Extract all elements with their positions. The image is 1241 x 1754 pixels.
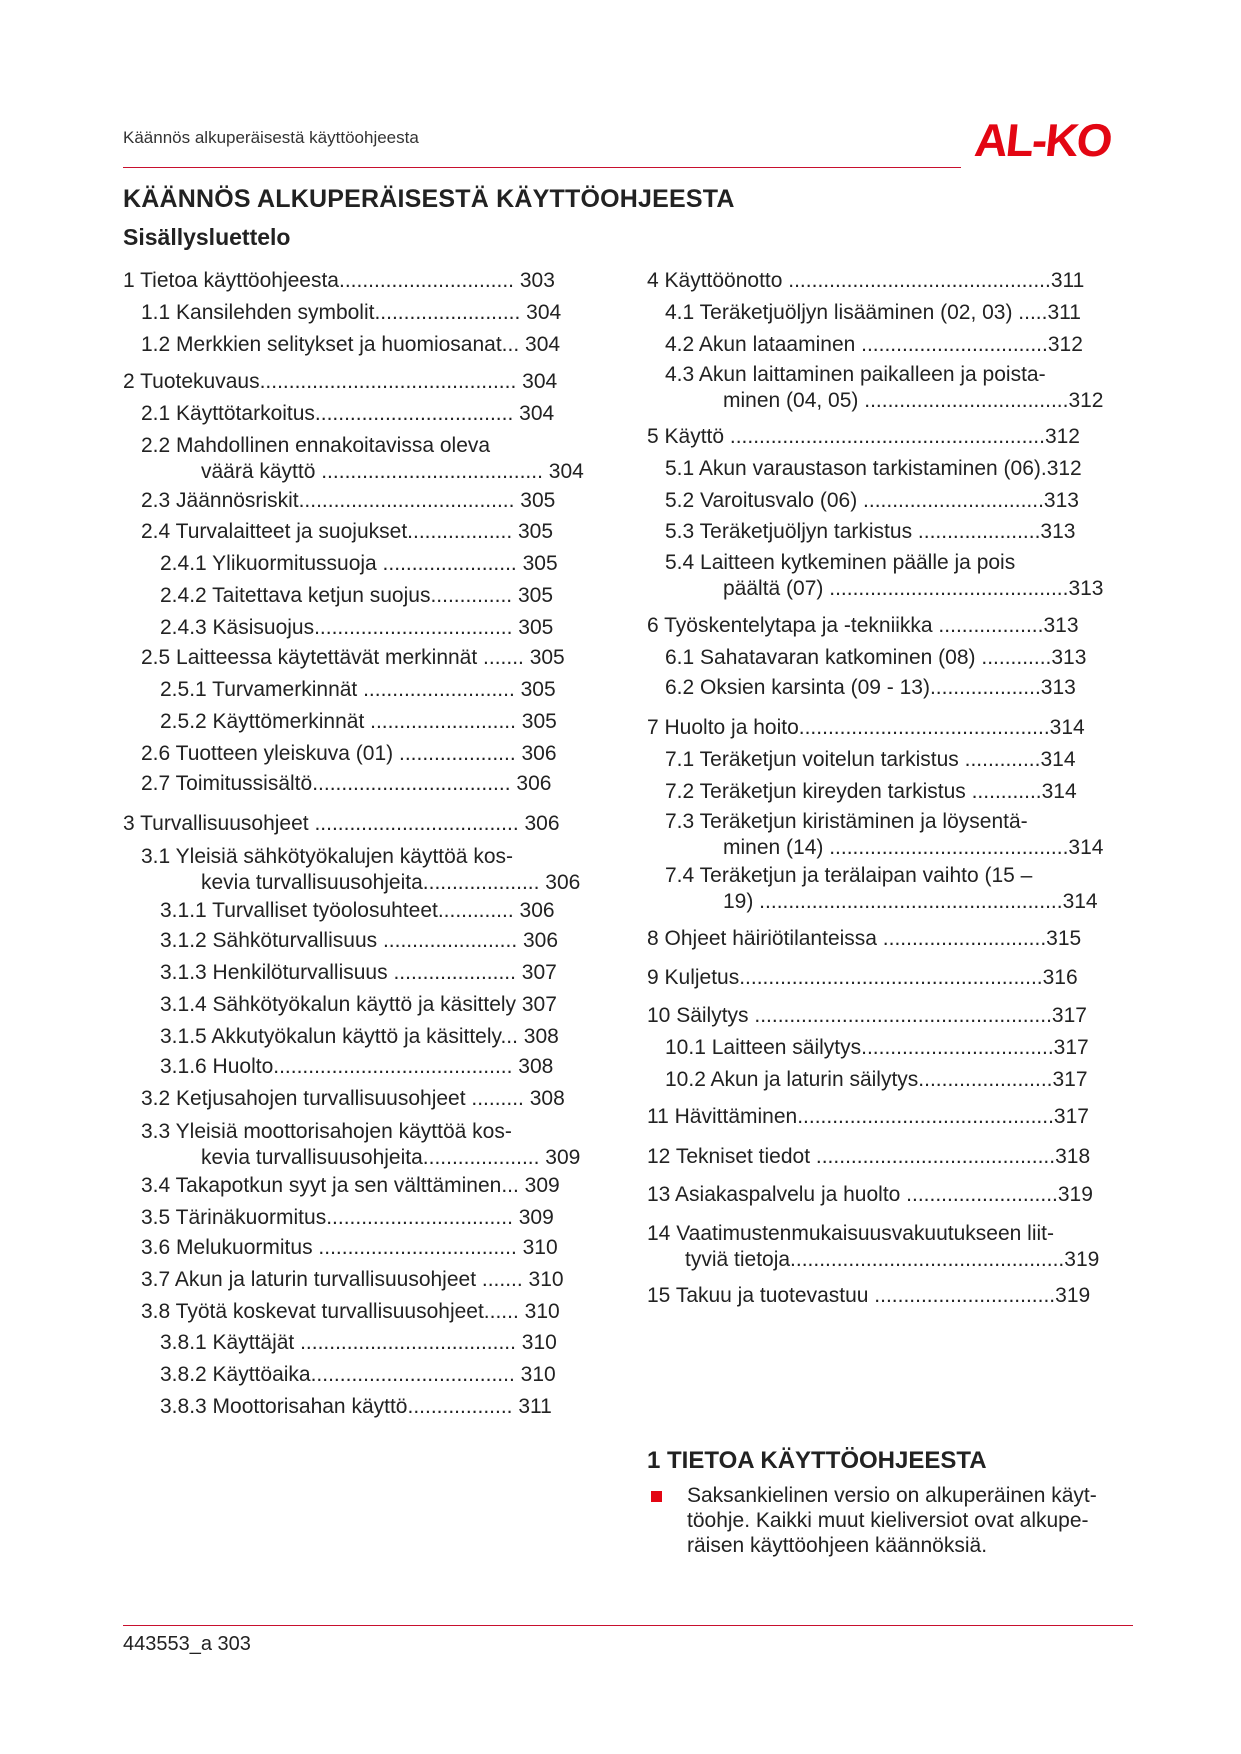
toc-entry[interactable]: 2.4.1 Ylikuormitussuoja ....................... 305 (160, 552, 558, 575)
toc-entry[interactable]: 3.1.5 Akkutyökalun käyttö ja käsittely... 308 (160, 1025, 559, 1048)
toc-entry[interactable]: 3.1.3 Henkilöturvallisuus ..................... 307 (160, 961, 557, 984)
toc-entry[interactable]: 10.1 Laitteen säilytys.................................317 (665, 1036, 1089, 1059)
toc-entry[interactable]: 3.8 Työtä koskevat turvallisuusohjeet...... 310 (141, 1300, 560, 1323)
toc-entry[interactable]: 4 Käyttöönotto .............................................311 (647, 269, 1085, 292)
toc-entry[interactable]: 13 Asiakaspalvelu ja huolto ..........................319 (647, 1183, 1093, 1206)
toc-entry[interactable]: 8 Ohjeet häiriötilanteissa ............................315 (647, 927, 1082, 950)
toc-entry[interactable]: 2.2 Mahdollinen ennakoitavissa oleva väärä käyttö ...................................... 304 (141, 434, 584, 483)
toc-entry[interactable]: 1.1 Kansilehden symbolit......................... 304 (141, 301, 562, 324)
toc-entry[interactable]: 14 Vaatimustenmukaisuusvakuutukseen liit- tyviä tietoja...............................................319 (647, 1222, 1100, 1271)
toc-entry[interactable]: 7.3 Teräketjun kiristäminen ja löysentä- minen (14) .........................................314 (665, 810, 1104, 859)
toc-entry[interactable]: 7.1 Teräketjun voitelun tarkistus .............314 (665, 748, 1076, 771)
toc-entry[interactable]: 3.7 Akun ja laturin turvallisuusohjeet ....... 310 (141, 1268, 564, 1291)
toc-entry[interactable]: 1.2 Merkkien selitykset ja huomiosanat... 304 (141, 333, 561, 356)
toc-entry[interactable]: 3.4 Takapotkun syyt ja sen välttäminen... 309 (141, 1174, 560, 1197)
header-divider (123, 167, 961, 168)
toc-entry[interactable]: 2 Tuotekuvaus............................................ 304 (123, 370, 558, 393)
toc-entry[interactable]: 4.2 Akun lataaminen ................................312 (665, 333, 1083, 356)
toc-entry[interactable]: 3.8.2 Käyttöaika................................... 310 (160, 1363, 556, 1386)
toc-entry[interactable]: 9 Kuljetus....................................................316 (647, 966, 1078, 989)
bullet-text: Saksankielinen versio on alkuperäinen käyt- töohje. Kaikki muut kieliversiot ovat alkupe- räisen käyttöohjeen käännöksiä. (687, 1484, 1097, 1557)
toc-entry[interactable]: 7.2 Teräketjun kireyden tarkistus ............314 (665, 780, 1077, 803)
toc-entry[interactable]: 1 Tietoa käyttöohjeesta.............................. 303 (123, 269, 555, 292)
toc-entry[interactable]: 3.2 Ketjusahojen turvallisuusohjeet ......... 308 (141, 1087, 565, 1110)
toc-entry[interactable]: 2.4.2 Taitettava ketjun suojus.............. 305 (160, 584, 554, 607)
toc-entry[interactable]: 3 Turvallisuusohjeet ................................... 306 (123, 812, 560, 835)
toc-entry[interactable]: 11 Hävittäminen............................................317 (647, 1105, 1089, 1128)
toc-entry[interactable]: 2.3 Jäännösriskit..................................... 305 (141, 489, 556, 512)
toc-entry[interactable]: 2.4 Turvalaitteet ja suojukset.................. 305 (141, 520, 554, 543)
toc-entry[interactable]: 3.8.1 Käyttäjät ..................................... 310 (160, 1331, 557, 1354)
bullet-square-icon (651, 1491, 662, 1502)
toc-entry[interactable]: 3.8.3 Moottorisahan käyttö.................. 311 (160, 1395, 552, 1418)
toc-heading: Sisällysluettelo (123, 224, 291, 250)
toc-entry[interactable]: 5.2 Varoitusvalo (06) ...............................313 (665, 489, 1079, 512)
toc-entry[interactable]: 5.4 Laitteen kytkeminen päälle ja pois päältä (07) .........................................313 (665, 551, 1104, 600)
toc-entry[interactable]: 6.2 Oksien karsinta (09 - 13)...................313 (665, 676, 1076, 699)
toc-entry[interactable]: 3.1.6 Huolto......................................... 308 (160, 1055, 554, 1078)
toc-entry[interactable]: 2.4.3 Käsisuojus.................................. 305 (160, 616, 554, 639)
toc-entry[interactable]: 5.1 Akun varaustason tarkistaminen (06).312 (665, 457, 1082, 480)
toc-entry[interactable]: 3.1.2 Sähköturvallisuus ....................... 306 (160, 929, 559, 952)
toc-entry[interactable]: 3.5 Tärinäkuormitus................................ 309 (141, 1206, 554, 1229)
alko-logo: AL-KO (972, 114, 1114, 166)
toc-entry[interactable]: 2.1 Käyttötarkoitus.................................. 304 (141, 402, 555, 425)
toc-entry[interactable]: 3.1 Yleisiä sähkötyökalujen käyttöä kos- kevia turvallisuusohjeita.................... 306 (141, 845, 581, 894)
toc-entry[interactable]: 2.5.2 Käyttömerkinnät ......................... 305 (160, 710, 557, 733)
section-heading: 1 TIETOA KÄYTTÖOHJEESTA (647, 1447, 987, 1474)
toc-entry[interactable]: 6 Työskentelytapa ja -tekniikka ..................313 (647, 614, 1079, 637)
toc-entry[interactable]: 12 Tekniset tiedot .........................................318 (647, 1145, 1091, 1168)
toc-entry[interactable]: 10.2 Akun ja laturin säilytys.......................317 (665, 1068, 1088, 1091)
toc-entry[interactable]: 10 Säilytys ...................................................317 (647, 1004, 1087, 1027)
toc-entry[interactable]: 3.1.4 Sähkötyökalun käyttö ja käsittely 307 (160, 993, 557, 1016)
toc-entry[interactable]: 4.3 Akun laittaminen paikalleen ja poista- minen (04, 05) ...................................312 (665, 363, 1104, 412)
footer-page-number: 443553_a 303 (123, 1633, 251, 1655)
toc-entry[interactable]: 2.5.1 Turvamerkinnät .......................... 305 (160, 678, 556, 701)
toc-entry[interactable]: 2.6 Tuotteen yleiskuva (01) .................... 306 (141, 742, 557, 765)
toc-entry[interactable]: 3.1.1 Turvalliset työolosuhteet............. 306 (160, 899, 555, 922)
footer-divider (123, 1625, 1133, 1626)
toc-entry[interactable]: 5.3 Teräketjuöljyn tarkistus .....................313 (665, 520, 1076, 543)
document-title: KÄÄNNÖS ALKUPERÄISESTÄ KÄYTTÖOHJEESTA (123, 185, 735, 213)
toc-entry[interactable]: 4.1 Teräketjuöljyn lisääminen (02, 03) .....311 (665, 301, 1081, 324)
toc-entry[interactable]: 5 Käyttö ......................................................312 (647, 425, 1080, 448)
toc-entry[interactable]: 2.7 Toimitussisältö.................................. 306 (141, 772, 552, 795)
toc-entry[interactable]: 7.4 Teräketjun ja terälaipan vaihto (15 – 19) ....................................................314 (665, 864, 1098, 913)
toc-entry[interactable]: 2.5 Laitteessa käytettävät merkinnät ....... 305 (141, 646, 565, 669)
toc-entry[interactable]: 15 Takuu ja tuotevastuu ...............................319 (647, 1284, 1091, 1307)
toc-entry[interactable]: 6.1 Sahatavaran katkominen (08) ............313 (665, 646, 1087, 669)
toc-entry[interactable]: 7 Huolto ja hoito...........................................314 (647, 716, 1085, 739)
toc-entry[interactable]: 3.6 Melukuormitus .................................. 310 (141, 1236, 558, 1259)
running-header: Käännös alkuperäisestä käyttöohjeesta (123, 128, 419, 147)
toc-entry[interactable]: 3.3 Yleisiä moottorisahojen käyttöä kos- kevia turvallisuusohjeita.................... 309 (141, 1120, 581, 1169)
